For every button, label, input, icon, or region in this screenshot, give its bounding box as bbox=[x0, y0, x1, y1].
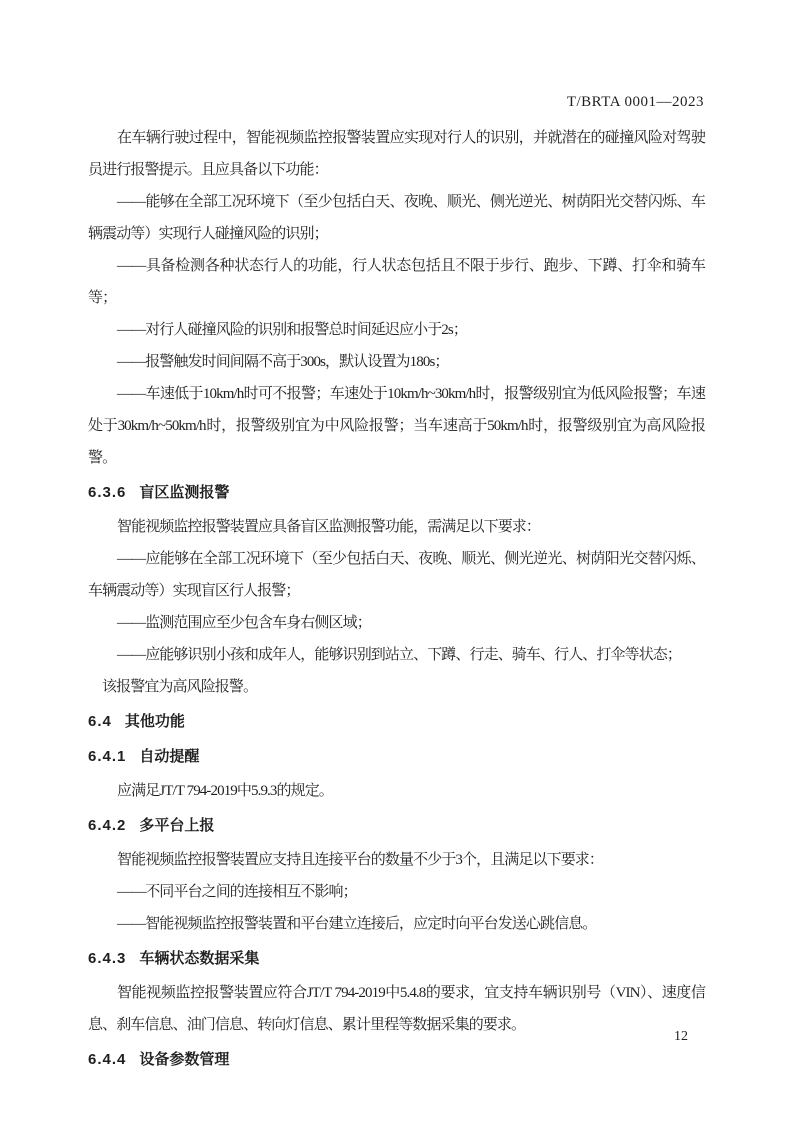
body-paragraph: ——不同平台之间的连接相互不影响； bbox=[117, 884, 357, 900]
section-heading-title: 设备参数管理 bbox=[139, 1051, 230, 1068]
section-heading-number: 6.4.2 bbox=[88, 817, 127, 834]
section-heading-number: 6.3.6 bbox=[88, 484, 127, 501]
section-heading bbox=[88, 943, 705, 975]
body-paragraph: 应满足JT/T 794-2019中5.9.3的规定。 bbox=[117, 783, 333, 799]
section-heading bbox=[88, 477, 705, 509]
body-paragraph: ——智能视频监控报警装置和平台建立连接后，应定时向平台发送心跳信息。 bbox=[117, 916, 597, 932]
section-heading-number: 6.4.4 bbox=[88, 1051, 127, 1068]
body-paragraph: ——应能够识别小孩和成年人，能够识别到站立、下蹲、行走、骑车、行人、打伞等状态； bbox=[117, 647, 682, 663]
body-paragraph: ——监测范围应至少包含车身右侧区域； bbox=[117, 615, 371, 631]
section-heading bbox=[88, 810, 705, 842]
body-paragraph: 智能视频监控报警装置应符合JT/T 794-2019中5.4.8的要求，宜支持车辆识别号（VIN）、速度信息、刹车信息、油门信息、转向灯信息、累计里程等数据采集的要求。 bbox=[88, 985, 705, 1033]
body-paragraph: ——车速低于10km/h时可不报警；车速处于10km/h~30km/h时，报警级别宜为低风险报警；车速处于30km/h~50km/h时，报警级别宜为中风险报警；当车速高于50km/h时，报警级别宜为高风险报警。 bbox=[88, 386, 705, 466]
body-paragraph: ——具备检测各种状态行人的功能，行人状态包括且不限于步行、跑步、下蹲、打伞和骑车等； bbox=[88, 258, 705, 306]
section-heading-number: 6.4 bbox=[88, 713, 112, 730]
section-heading-title: 自动提醒 bbox=[139, 748, 200, 765]
section-heading bbox=[88, 741, 705, 773]
section-heading-number: 6.4.1 bbox=[88, 748, 127, 765]
page-number: 12 bbox=[674, 1029, 688, 1044]
section-heading-title: 车辆状态数据采集 bbox=[139, 950, 260, 967]
body-paragraph: 该报警宜为高风险报警。 bbox=[102, 679, 258, 695]
section-heading-number: 6.4.3 bbox=[88, 950, 127, 967]
body-paragraph: ——应能够在全部工况环境下（至少包括白天、夜晚、顺光、侧光逆光、树荫阳光交替闪烁、车辆震动等）实现盲区行人报警； bbox=[88, 551, 705, 599]
body-paragraph: 智能视频监控报警装置应支持且连接平台的数量不少于3个，且满足以下要求： bbox=[117, 852, 604, 868]
document-body bbox=[88, 122, 705, 1078]
body-paragraph: ——能够在全部工况环境下（至少包括白天、夜晚、顺光、侧光逆光、树荫阳光交替闪烁、车辆震动等）实现行人碰撞风险的识别； bbox=[88, 194, 705, 242]
section-heading-title: 盲区监测报警 bbox=[139, 484, 230, 501]
section-heading bbox=[88, 1044, 705, 1076]
doc-number-header: T/BRTA 0001—2023 bbox=[566, 94, 704, 110]
body-paragraph: ——对行人碰撞风险的识别和报警总时间延迟应小于2s； bbox=[117, 322, 467, 338]
section-heading bbox=[88, 706, 705, 738]
section-heading-title: 多平台上报 bbox=[139, 817, 215, 834]
body-paragraph: ——报警触发时间间隔不高于300s，默认设置为180s； bbox=[117, 354, 449, 370]
body-paragraph: 智能视频监控报警装置应具备盲区监测报警功能，需满足以下要求： bbox=[117, 519, 541, 535]
body-paragraph: 在车辆行驶过程中，智能视频监控报警装置应实现对行人的识别，并就潜在的碰撞风险对驾驶员进行报警提示。且应具备以下功能： bbox=[88, 130, 705, 178]
section-heading-title: 其他功能 bbox=[124, 713, 185, 730]
